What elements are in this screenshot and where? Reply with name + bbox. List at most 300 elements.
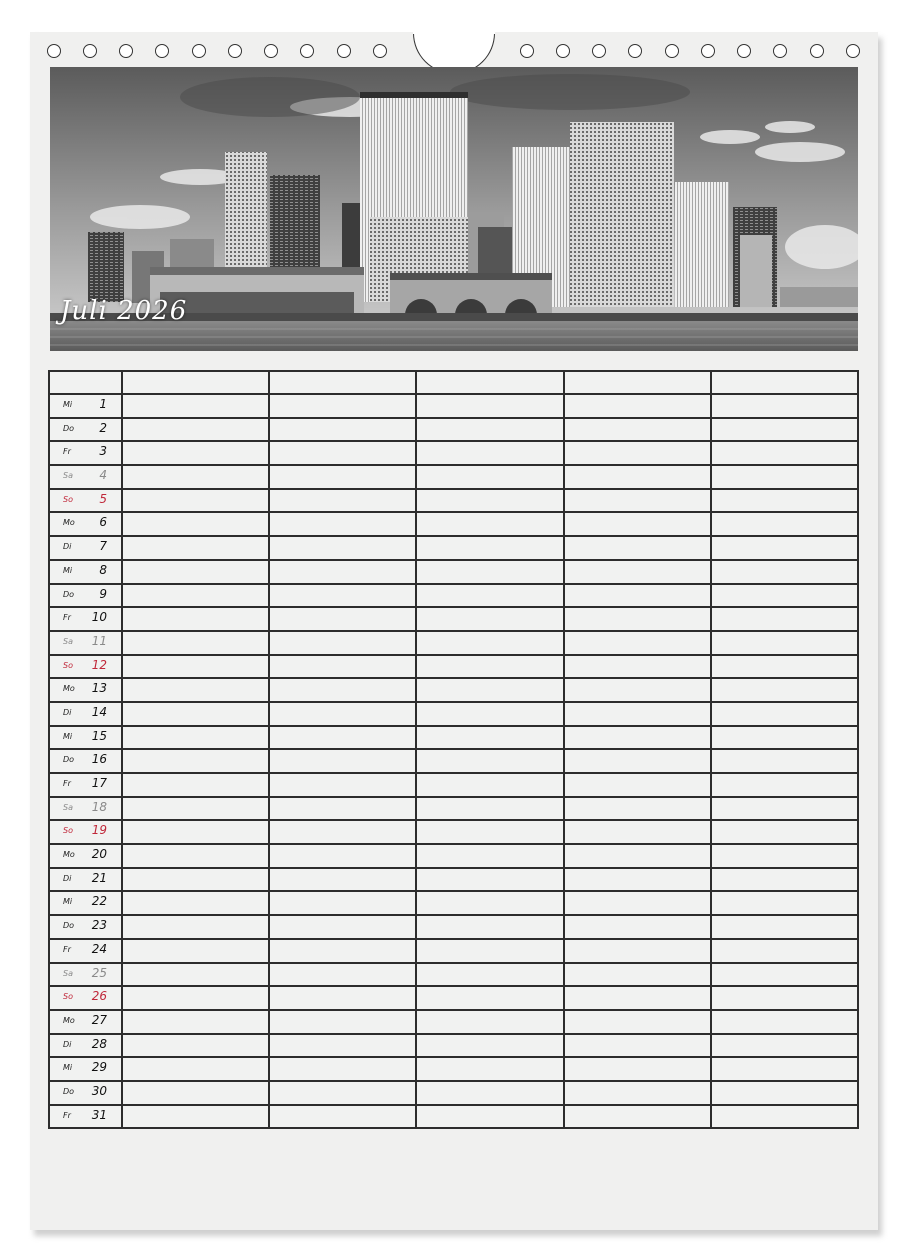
table-row (49, 512, 858, 536)
day-number: 12 (91, 657, 107, 672)
entry-cell[interactable] (711, 749, 858, 773)
table-row (49, 963, 858, 987)
table-row (49, 1081, 858, 1105)
entry-cell[interactable] (122, 1081, 269, 1105)
entry-cell[interactable] (122, 631, 269, 655)
entry-cell[interactable] (122, 702, 269, 726)
entry-cell[interactable] (416, 465, 563, 489)
day-label-cell (49, 1081, 122, 1105)
entry-cell[interactable] (564, 607, 711, 631)
day-label-cell (49, 1034, 122, 1058)
entry-cell[interactable] (711, 820, 858, 844)
day-number: 19 (91, 823, 107, 838)
weekday-label: Fr (63, 779, 71, 788)
day-label-cell (49, 1105, 122, 1129)
entry-cell[interactable] (711, 891, 858, 915)
entry-cell[interactable] (711, 702, 858, 726)
day-number: 14 (91, 704, 107, 719)
entry-cell[interactable] (122, 915, 269, 939)
binding-hole (337, 44, 351, 58)
entry-cell[interactable] (711, 631, 858, 655)
entry-cell[interactable] (564, 1057, 711, 1081)
binding-hole (737, 44, 751, 58)
entry-cell[interactable] (122, 1034, 269, 1058)
entry-cell[interactable] (416, 584, 563, 608)
day-label-cell (49, 1057, 122, 1081)
entry-cell[interactable] (711, 1081, 858, 1105)
entry-cell[interactable] (564, 631, 711, 655)
entry-cell[interactable] (416, 489, 563, 513)
entry-cell[interactable] (711, 536, 858, 560)
entry-cell[interactable] (269, 1057, 416, 1081)
entry-cell[interactable] (416, 915, 563, 939)
day-number: 3 (99, 444, 107, 459)
entry-cell[interactable] (269, 560, 416, 584)
binding-hole (119, 44, 133, 58)
entry-cell[interactable] (416, 963, 563, 987)
weekday-label: So (63, 660, 73, 670)
entry-cell[interactable] (564, 773, 711, 797)
table-row (49, 1057, 858, 1081)
entry-cell[interactable] (711, 584, 858, 608)
entry-cell[interactable] (711, 1057, 858, 1081)
day-label-cell (49, 844, 122, 868)
table-row (49, 726, 858, 750)
entry-cell[interactable] (711, 726, 858, 750)
entry-cell[interactable] (122, 749, 269, 773)
entry-cell[interactable] (122, 584, 269, 608)
entry-cell[interactable] (269, 465, 416, 489)
entry-cell[interactable] (564, 797, 711, 821)
entry-cell[interactable] (711, 394, 858, 418)
entry-cell[interactable] (711, 1010, 858, 1034)
entry-cell[interactable] (122, 418, 269, 442)
day-number: 9 (99, 586, 107, 601)
day-label-cell (49, 749, 122, 773)
binding-hole (846, 44, 860, 58)
entry-cell[interactable] (122, 844, 269, 868)
entry-cell[interactable] (122, 726, 269, 750)
day-number: 28 (91, 1036, 107, 1051)
entry-cell[interactable] (122, 512, 269, 536)
binding-hole (665, 44, 679, 58)
day-label-cell (49, 702, 122, 726)
day-number: 15 (91, 728, 107, 743)
entry-cell[interactable] (711, 489, 858, 513)
binding-hole (810, 44, 824, 58)
day-label-cell (49, 465, 122, 489)
entry-cell[interactable] (269, 631, 416, 655)
table-row (49, 631, 858, 655)
entry-cell[interactable] (122, 868, 269, 892)
day-number: 20 (91, 847, 107, 862)
entry-cell[interactable] (269, 868, 416, 892)
weekday-label: Fr (63, 447, 71, 457)
binding-hole (773, 44, 787, 58)
entry-cell[interactable] (564, 489, 711, 513)
day-label-cell (49, 441, 122, 465)
entry-cell[interactable] (711, 915, 858, 939)
table-row (49, 702, 858, 726)
entry-cell[interactable] (416, 536, 563, 560)
table-row (49, 465, 858, 489)
weekday-label: So (63, 992, 73, 1002)
weekday-label: Fr (63, 944, 71, 954)
entry-cell[interactable] (564, 868, 711, 892)
day-number: 26 (91, 989, 107, 1004)
weekday-label: Do (63, 423, 75, 433)
entry-cell[interactable] (269, 844, 416, 868)
entry-cell[interactable] (269, 394, 416, 418)
entry-cell[interactable] (416, 631, 563, 655)
table-row (49, 1034, 858, 1058)
table-row (49, 441, 858, 465)
entry-cell[interactable] (269, 963, 416, 987)
entry-cell[interactable] (416, 749, 563, 773)
entry-cell[interactable] (269, 584, 416, 608)
entry-cell[interactable] (269, 891, 416, 915)
table-row (49, 394, 858, 418)
day-number: 27 (91, 1012, 107, 1027)
day-label-cell (49, 489, 122, 513)
day-number: 2 (99, 420, 107, 435)
day-label-cell (49, 536, 122, 560)
table-row (49, 939, 858, 963)
entry-cell[interactable] (564, 394, 711, 418)
weekday-label: Do (63, 589, 75, 599)
entry-cell[interactable] (564, 1034, 711, 1058)
day-number: 25 (91, 965, 107, 980)
entry-cell[interactable] (564, 560, 711, 584)
entry-cell[interactable] (564, 915, 711, 939)
entry-cell[interactable] (711, 560, 858, 584)
binding-hole (228, 44, 242, 58)
day-label-cell (49, 986, 122, 1010)
entry-cell[interactable] (416, 512, 563, 536)
day-label-cell (49, 560, 122, 584)
weekday-label: Mi (63, 400, 73, 409)
entry-cell[interactable] (122, 655, 269, 679)
entry-cell[interactable] (269, 939, 416, 963)
entry-cell[interactable] (711, 512, 858, 536)
table-row (49, 915, 858, 939)
entry-cell[interactable] (416, 418, 563, 442)
weekday-label: Di (63, 1039, 72, 1049)
table-row (49, 536, 858, 560)
day-label-cell (49, 512, 122, 536)
day-label-cell (49, 939, 122, 963)
entry-cell[interactable] (711, 418, 858, 442)
entry-cell[interactable] (564, 512, 711, 536)
table-row (49, 1105, 858, 1129)
day-label-cell (49, 584, 122, 608)
table-row (49, 749, 858, 773)
entry-cell[interactable] (122, 607, 269, 631)
entry-cell[interactable] (564, 891, 711, 915)
entry-cell[interactable] (122, 797, 269, 821)
day-number: 4 (99, 468, 107, 483)
binding-hole (701, 44, 715, 58)
entry-cell[interactable] (564, 1105, 711, 1129)
day-label-cell (49, 891, 122, 915)
entry-cell[interactable] (564, 702, 711, 726)
entry-cell[interactable] (269, 773, 416, 797)
binding-hole (373, 44, 387, 58)
entry-cell[interactable] (269, 441, 416, 465)
weekday-label: Do (63, 921, 75, 931)
entry-cell[interactable] (711, 441, 858, 465)
weekday-label: Fr (63, 1110, 71, 1120)
weekday-label: Sa (63, 968, 73, 978)
weekday-label: Fr (63, 613, 71, 623)
weekday-label: Do (63, 755, 75, 765)
header-row (49, 371, 858, 394)
entry-cell[interactable] (416, 607, 563, 631)
entry-cell[interactable] (269, 1034, 416, 1058)
entry-cell[interactable] (711, 1034, 858, 1058)
header-cell-5[interactable] (711, 371, 858, 394)
entry-cell[interactable] (416, 1010, 563, 1034)
day-label-cell (49, 797, 122, 821)
day-number: 1 (99, 397, 107, 411)
entry-cell[interactable] (711, 773, 858, 797)
entry-cell[interactable] (122, 394, 269, 418)
day-label-cell (49, 607, 122, 631)
header-cell-3[interactable] (416, 371, 563, 394)
day-number: 17 (91, 776, 107, 790)
binding-hole (83, 44, 97, 58)
day-label-cell (49, 915, 122, 939)
entry-cell[interactable] (711, 844, 858, 868)
entry-cell[interactable] (269, 986, 416, 1010)
entry-cell[interactable] (416, 844, 563, 868)
day-number: 30 (91, 1083, 107, 1098)
day-label-cell (49, 655, 122, 679)
binding-hole (192, 44, 206, 58)
entry-cell[interactable] (122, 963, 269, 987)
entry-cell[interactable] (564, 820, 711, 844)
table-row (49, 560, 858, 584)
table-row (49, 986, 858, 1010)
table-row (49, 607, 858, 631)
entry-cell[interactable] (564, 536, 711, 560)
entry-cell[interactable] (269, 726, 416, 750)
day-label-cell (49, 820, 122, 844)
entry-cell[interactable] (122, 489, 269, 513)
day-number: 22 (91, 894, 107, 909)
day-label-cell (49, 773, 122, 797)
entry-cell[interactable] (416, 678, 563, 702)
weekday-label: Mo (63, 1015, 75, 1025)
entry-cell[interactable] (122, 536, 269, 560)
entry-cell[interactable] (269, 702, 416, 726)
entry-cell[interactable] (269, 797, 416, 821)
entry-cell[interactable] (416, 1081, 563, 1105)
entry-cell[interactable] (711, 939, 858, 963)
entry-cell[interactable] (122, 560, 269, 584)
table-row (49, 584, 858, 608)
table-row (49, 891, 858, 915)
entry-cell[interactable] (564, 844, 711, 868)
entry-cell[interactable] (269, 1010, 416, 1034)
entry-cell[interactable] (416, 773, 563, 797)
day-number: 16 (91, 752, 107, 767)
entry-cell[interactable] (122, 1057, 269, 1081)
day-label-cell (49, 394, 122, 418)
weekday-label: Do (63, 1086, 75, 1096)
entry-cell[interactable] (564, 441, 711, 465)
entry-cell[interactable] (416, 939, 563, 963)
weekday-label: Mo (63, 850, 75, 860)
table-row (49, 418, 858, 442)
entry-cell[interactable] (564, 749, 711, 773)
entry-cell[interactable] (269, 607, 416, 631)
binding-hole (628, 44, 642, 58)
entry-cell[interactable] (269, 1081, 416, 1105)
entry-cell[interactable] (564, 1081, 711, 1105)
entry-cell[interactable] (564, 678, 711, 702)
table-row (49, 820, 858, 844)
header-cell-1[interactable] (122, 371, 269, 394)
table-row (49, 1010, 858, 1034)
entry-cell[interactable] (122, 1010, 269, 1034)
header-cell-2[interactable] (269, 371, 416, 394)
entry-cell[interactable] (711, 607, 858, 631)
entry-cell[interactable] (269, 678, 416, 702)
weekday-label: Mi (63, 565, 73, 575)
weekday-label: Sa (63, 802, 73, 812)
entry-cell[interactable] (122, 939, 269, 963)
weekday-label: Di (63, 542, 72, 552)
binding-hole (300, 44, 314, 58)
entry-cell[interactable] (711, 868, 858, 892)
header-cell-day (49, 371, 122, 394)
entry-cell[interactable] (269, 512, 416, 536)
entry-cell[interactable] (564, 939, 711, 963)
entry-cell[interactable] (416, 560, 563, 584)
weekday-label: Mi (63, 731, 73, 741)
entry-cell[interactable] (711, 465, 858, 489)
weekday-label: Mo (63, 684, 75, 694)
weekday-label: Mo (63, 518, 75, 528)
table-row (49, 844, 858, 868)
binding-hole (155, 44, 169, 58)
month-title: Juli 2026 (60, 296, 188, 326)
day-number: 6 (99, 515, 107, 530)
entry-cell[interactable] (122, 465, 269, 489)
binding-hole (520, 44, 534, 58)
table-row (49, 868, 858, 892)
calendar-grid (48, 370, 859, 1129)
entry-cell[interactable] (416, 891, 563, 915)
table-row (49, 655, 858, 679)
binding-hole (47, 44, 61, 58)
entry-cell[interactable] (269, 418, 416, 442)
entry-cell[interactable] (416, 394, 563, 418)
entry-cell[interactable] (711, 963, 858, 987)
day-number: 24 (91, 941, 107, 956)
entry-cell[interactable] (416, 1105, 563, 1129)
entry-cell[interactable] (416, 726, 563, 750)
entry-cell[interactable] (122, 891, 269, 915)
day-number: 5 (99, 491, 107, 506)
binding-hole (556, 44, 570, 58)
day-label-cell (49, 418, 122, 442)
entry-cell[interactable] (564, 465, 711, 489)
entry-cell[interactable] (416, 702, 563, 726)
entry-cell[interactable] (564, 418, 711, 442)
entry-cell[interactable] (269, 820, 416, 844)
entry-cell[interactable] (564, 1010, 711, 1034)
entry-cell[interactable] (269, 915, 416, 939)
entry-cell[interactable] (269, 1105, 416, 1129)
entry-cell[interactable] (416, 820, 563, 844)
entry-cell[interactable] (416, 868, 563, 892)
day-number: 7 (99, 539, 107, 554)
day-label-cell (49, 868, 122, 892)
table-row (49, 797, 858, 821)
table-row (49, 489, 858, 513)
entry-cell[interactable] (122, 986, 269, 1010)
entry-cell[interactable] (564, 655, 711, 679)
day-label-cell (49, 726, 122, 750)
weekday-label: Mi (63, 897, 73, 907)
entry-cell[interactable] (564, 726, 711, 750)
weekday-label: Mi (63, 1063, 73, 1073)
day-label-cell (49, 631, 122, 655)
entry-cell[interactable] (416, 797, 563, 821)
day-number: 10 (91, 610, 107, 625)
day-number: 23 (91, 918, 107, 933)
entry-cell[interactable] (416, 1057, 563, 1081)
entry-cell[interactable] (122, 773, 269, 797)
weekday-label: Di (63, 873, 72, 883)
entry-cell[interactable] (564, 963, 711, 987)
day-number: 21 (91, 870, 107, 885)
entry-cell[interactable] (564, 986, 711, 1010)
binding-hole (592, 44, 606, 58)
day-number: 13 (91, 681, 107, 696)
entry-cell[interactable] (416, 441, 563, 465)
entry-cell[interactable] (564, 584, 711, 608)
entry-cell[interactable] (711, 797, 858, 821)
entry-cell[interactable] (269, 489, 416, 513)
entry-cell[interactable] (416, 1034, 563, 1058)
day-number: 18 (91, 799, 107, 814)
entry-cell[interactable] (416, 655, 563, 679)
table-row (49, 678, 858, 702)
entry-cell[interactable] (711, 1105, 858, 1129)
entry-cell[interactable] (711, 678, 858, 702)
day-label-cell (49, 1010, 122, 1034)
day-label-cell (49, 963, 122, 987)
table-row (49, 773, 858, 797)
entry-cell[interactable] (269, 536, 416, 560)
header-cell-4[interactable] (564, 371, 711, 394)
entry-cell[interactable] (122, 1105, 269, 1129)
entry-cell[interactable] (711, 986, 858, 1010)
weekday-label: Sa (63, 471, 73, 481)
entry-cell[interactable] (122, 441, 269, 465)
entry-cell[interactable] (122, 820, 269, 844)
weekday-label: So (63, 494, 73, 504)
entry-cell[interactable] (122, 678, 269, 702)
entry-cell[interactable] (269, 749, 416, 773)
entry-cell[interactable] (711, 655, 858, 679)
entry-cell[interactable] (269, 655, 416, 679)
entry-cell[interactable] (416, 986, 563, 1010)
day-number: 29 (91, 1060, 107, 1075)
